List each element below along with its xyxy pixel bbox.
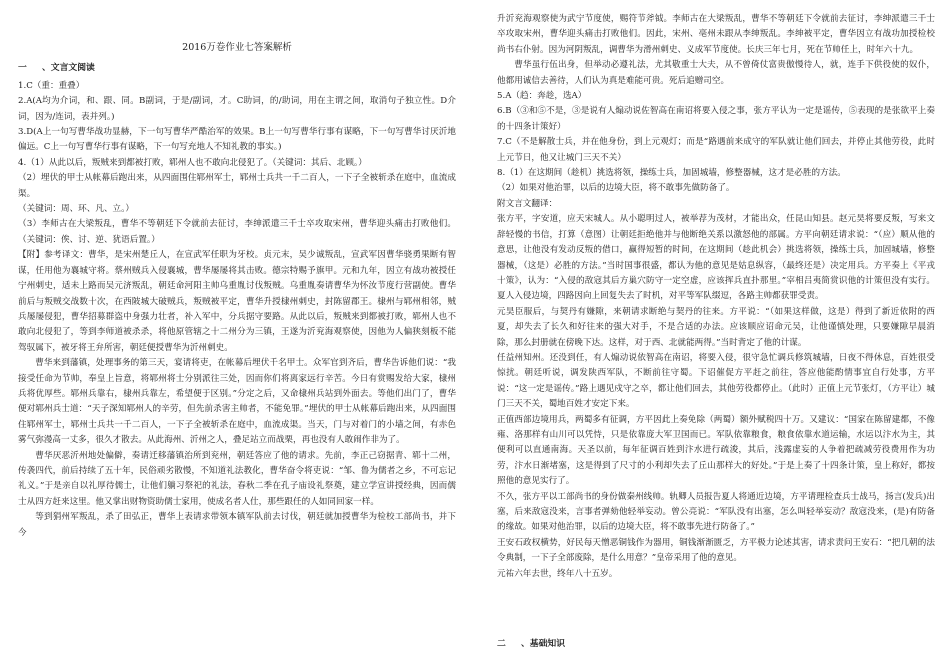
paragraph: 1.C（重：重叠） [18,80,85,91]
paragraph: 2.A(A均为介词，和、跟、同。B副词，于是/副词，才。C助词，的/助词，用在主谓之间，取消句子独立性。D介词，因为/连词，表并列。) [18,96,456,122]
section-number: 一 [18,63,27,74]
section-label: 、基础知识 [521,639,565,649]
paragraph: 正值西部边境用兵，两蜀多有征调，方平因此上奏免除（两蜀）额外赋税四十万。又建议：“国家在陈留建都，不像雍、洛那样有山川可以凭恃，只是依靠庞大军卫国而已。军队依靠粮食，粮食依靠水道运输，水运以汴水为主，其便利可以直通南海。天圣以前，每年征调百姓到汴水进行疏浚，其后，浅露虚妄的人争着把疏减劳役费用作为功劳，汴水日渐堵塞，这是得到了尺寸的小利却失去了丘山那样大的好处。”于是上奏了十四条计策，皇上称好，都按照他的意见实行了。 [497,414,935,487]
paragraph: 3.D(A上一句写曹华战功显赫，下一句写曹华严酷治军的效果。B上一句写曹华行事有谋略，下一句写曹华讨厌沂地偏远。C上一句写曹华行事有谋略，下一句写充地人不知礼教的事实。) [18,127,456,153]
doc-title: 2016万卷作业七答案解析 [182,42,292,53]
paragraph: 7.C（不是解散士兵，并在他身份，到上元观灯；而是“路遇前来成守的军队就让他们回去，并停止其他劳役，此时上元节日，他又让城门三天不关） [497,137,935,163]
paragraph: 任益州知州。还没到任，有人煽动说依智高在南诏，将要入侵，很守急忙调兵修筑城墙，日夜不得休息，百姓很受惊扰。朝廷听说，调发陕西军队，不断前往守蜀。下诏催促方平赶之前往，答应他能酌情事宜自行处事，方平说：“这一定是谣传。”路上遇见戍守之卒，都让他们回去，其他劳役都停止。（此时）正值上元节张灯，（方平让）城门三天不关，蜀地百姓才安定下来。 [497,352,935,410]
paragraph: 曹华来到藩镇，处理事务的第三天，宴请将吏，在帐幕后埋伏千名甲士。众军官到齐后，曹华告诉他们说：“我接受任命为节帅，奉皇上旨意，将郓州将士分别派往三处，因而你们将离家远行辛苦。今日有赏赐发给大家，棣州兵将优厚些。郓州兵靠右，棣州兵靠左，希望便于区别。”分定之后，又命棣州兵站到外面去。等他们出门了，曹华便对郓州兵士道：“天子深知郓州人的辛劳，但先前杀害主帅者，不能免罪。”埋伏的甲士从帐幕后跑出来，从四面围住郓州军士，郓州士兵共一千二百人，一下子全被斩杀在庭中，血流成渠。当天，门与对着门的小墙之间，有赤色雾气弥漫高一丈多，很久才散去。从此海州、沂州之人，叠足站立而战栗，再也没有人敢闹作非为了。 [18,358,456,446]
right-column [497,12,935,582]
paragraph: 元祐六年去世，终年八十五岁。 [497,568,618,579]
paragraph: 【附】参考译文：曹华，是宋州楚丘人，在宣武军任职为牙校。贞元末，吴少诚叛乱，宣武军因曹华骁勇果断有智谋，任用他为襄城守将。蔡州贼兵入侵襄城，曹华屡屡将其击败。德宗特赐予旗甲。元和九年，因立有战功被授任宁州刺史，适未上路而吴元济叛乱，朝廷命河阳主帅乌重胤讨伐叛贼。乌重胤奏请曹华为怀汝节度行营副使。曹华前后与叛贼交战数十次，在西陂城大破贼兵，叛贼被平定，曹华升授棣州刺史，封陈留郡王。棣州与郓州相邻，贼兵屡屡侵犯，曹华招募群盗中身强力壮者，补入军中，分兵据守要路。从此以后，叛贼来到都被打败，郓州人也不敢向北侵犯了，等到李师道被杀杀，将他原管辖之十二州分为三镇，王遂为沂兖海观察使，因他为人偏狭刻板不能驾驭属下，被牙将王弁所害，朝廷便授曹华为沂州刺史。 [18,250,456,353]
paragraph: 6.B（③和⑤不是，③是说有人煽动说佐智高在南诏将要入侵之事，张方平认为一定是谣传，⑤表现的是张欲平上奏的十四条计策好） [497,106,935,132]
paragraph: 5.A（趋：奔趁，选A） [497,91,587,102]
section-number: 二 [497,639,506,649]
paragraph: 张方平，字安道，应天宋城人。从小聪明过人，被举荐为茂材，才能出众，任昆山知县。赵元昊将要反叛，写来文辞轻慢的书信，打算（意图）让朝廷拒绝他并与他断绝关系以激怒他的部属。方平向朝廷请求说：“（应）顺从他的意思，让他没有发动反叛的借口，赢得短暂的时间，在这期间（趁此机会）挑选将领，操练士兵，加固城墙，修整器械，（这是）必胜的方法。”当时国事很盛，都认为他的意见是姑息纵容，（最终还是）决定用兵。方平奏上《平戎十策》，认为：“入侵的敌寇其后方巢穴防守一定空虚，应该挥兵直扑那里。”宰相吕夷简赏识他的计策但没有实行。夏人入侵边境，四路因向上回复失去了时机，对平等军队缀逗，各路主帅都获罪受责。 [497,214,935,302]
section-label: 、文言文阅读 [42,63,95,74]
left-column [18,12,456,541]
paragraph: （2）如果对他治罪，以后的边境大臣，将不敢事先做防备了。 [497,183,735,194]
paragraph: 元昊臣服后，与契丹有嫌隙，来朝请求断绝与契丹的往来。方平说：“（如果这样做，这是）得到了新近依附的西夏，却失去了长久和好往来的强大对手，不是合适的办法。应该顺应诏命元吴，让他谨慎处理，只要嫌隙早晨消除，那么封册就在傍晚下达。这样，对于西、北就能两得。”当时背定了他的计谋。 [497,306,935,348]
paragraph: 8.（1）在这期间（趁机）挑选将领，操练士兵，加固城墙，修整器械，这才是必胜的方法。 [497,168,846,179]
section-heading-basic-knowledge [497,636,565,649]
paragraph: （关键词：周、环、凡、立。） [18,204,135,215]
paragraph: 等到狷州军叛乱，杀了田弘正，曹华上表请求带领本镇军队前去讨伐，朝廷就加授曹华为检校工部尚书，并下今 [18,512,456,538]
paragraph: 曹华虽行伍出身，但举动必遵礼法，尤其敬重士大夫，从不曾倚仗富贵傲慢待人，就，连手下供役使的奴仆，他都用诚信去善待，人们认为真是难能可贵。死后追赠司空。 [497,60,935,86]
paragraph: 升沂兖海观察使为武宁节度使，赐符节斧钺。李师古在大梁叛乱，曹华不等朝廷下令就前去征讨，李绅派遣三千士卒攻取宋州，曹华迎头痛击打败他们。因此，宋州、亳州未跟从李绅叛乱。李绅被平定，曹华因立有战功加授检校尚书右仆射。因为河阴叛乱，调曹华为滑州刺史、义成军节度使。长庆三年七月，死在节帅任上，时年六十九。 [497,14,935,55]
paragraph: 4.（1）从此以后，叛贼来到都被打败，郓州人也不敢向北侵犯了。（关键词：其后、北顾。） [18,157,367,168]
paragraph: 不久，张方平以工部尚书的身份做秦州线帅。轨卿人员报告夏人将通近边境，方平请理检查兵士战马，扬言(发兵)出塞，后来敌寇没来，言事者弹劾他轻举妄动。曾公亮说：“军队没有出塞，怎么叫轻举妄动？敌寇没来，(是)有防备的缘故。如果对他治罪，以后的边境大臣，将不敢事先进行防备了。” [497,491,935,533]
paragraph: （2）埋伏的甲士从帐幕后跑出来，从四面围住郓州军士，郓州士兵共一千二百人，一下子全被斩杀在庭中，血流成渠。 [18,173,456,199]
paragraph: 曹华厌恶沂州地处偏僻，奏请迁移藩镇治所到兖州，朝廷答应了他的请求。先前，李正己窃据青、郓十二州，传袭四代，前后持续了五十年，民俗顽劣散慢，不知道礼法教化，曹华奋令将吏说：“邹、鲁为儒者之乡，不可忘记礼义。”于是亲自以礼厚待儒士，让他们躺习祭祀的礼法，春秋二季在孔子庙设礼祭奠，建立学宣讲授经典，因而儒士从四方赶来这里。他又掌出财物资助儒士家用，使成名者人仕，那些跟任的人如同回家一样。 [18,450,456,507]
left-paragraphs [18,79,456,541]
section-heading-classical-reading [18,61,456,76]
right-paragraphs [497,12,935,582]
paragraph: 王安石政权横势，好民每天憎恶铜钱作为器用，铜钱渐渐匮乏，方平极力论述其害，请求责问王安石：“把几朝的法令典制，一下子全部废除，是什么用意？”皇帝采用了他的意见。 [497,537,935,564]
paragraph: （3）李师古在大梁叛乱，曹华不等朝廷下令就前去征讨，李绅派遣三千士卒攻取宋州，曹华迎头痛击打败他们。（关键词：俟、讨、逆、犹语后置。） [18,219,456,245]
paragraph: 附文言文翻译： [497,198,558,209]
